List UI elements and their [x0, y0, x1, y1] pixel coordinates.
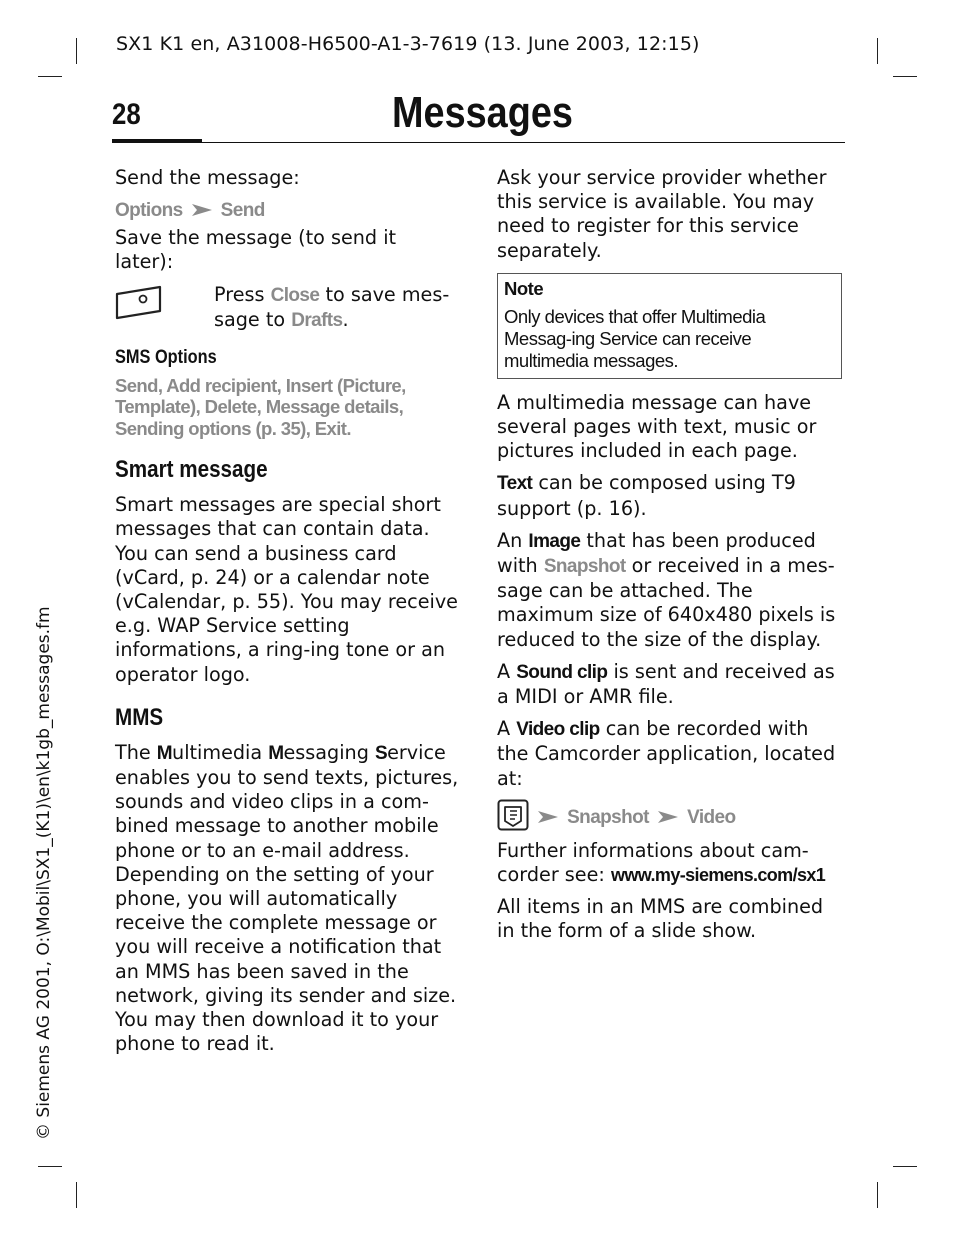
menu-item-snapshot: Snapshot [567, 806, 649, 828]
sound-paragraph-part: A [497, 659, 517, 683]
image-paragraph-part: or received in a mes-sage can be attached. The maximum size of 640x480 pixels is reduced to the size of the display. [497, 554, 836, 651]
crop-mark [877, 38, 878, 64]
menu-item-video: Video [687, 806, 736, 828]
send-intro: Send the message: [115, 166, 300, 189]
copyright-side-note: © Siemens AG 2001, O:\Mobil\SX1_(K1)\en\k1gb_messages.fm [34, 606, 54, 1140]
note-box [497, 273, 842, 379]
press-text-part: Press [214, 282, 271, 306]
mms-body-part: ultimedia [172, 740, 269, 764]
menu-item-send: Send [220, 200, 265, 222]
video-paragraph-part: A [497, 717, 517, 741]
video-paragraph [497, 717, 842, 791]
press-text-part: to save mes-sage to [214, 282, 450, 331]
provider-paragraph: Ask your service provider whether this service is available. You may need to register for this service separately. [497, 166, 827, 262]
camera-menu-icon [497, 799, 529, 831]
sound-paragraph [497, 660, 842, 709]
mms-body-part: The [115, 740, 157, 764]
siemens-url[interactable]: www.my-siemens.com/sx1 [610, 865, 826, 886]
send-menu-path [115, 198, 460, 222]
softkey-icon [115, 285, 163, 323]
mms-body-part: ervice enables you to send texts, pictures, sounds and video clips in a com-bined message to another mobile phone or to an e-mail address. Depending on the setting of your phone, you will automatically receive the complete message or you will receive a notification that an MMS has been saved in the network, giving its sender and size. You may then download it to your phone to read it. [115, 740, 459, 1056]
header-rule [112, 142, 845, 143]
crop-mark [38, 1166, 62, 1167]
mms-letter-m: M [156, 742, 173, 764]
term-sound-clip: Sound clip [516, 661, 608, 683]
crop-mark [76, 1182, 77, 1208]
mms-body [115, 741, 460, 1057]
mms-letter-m: M [268, 742, 284, 764]
smart-message-body: Smart messages are special short messages that can contain data. You can send a business card (vCard, p. 24) or a calendar note (vCalendar, p. 55). You may receive e.g. WAP Service setting informations, a ring-ing tone or an operator logo. [115, 493, 458, 686]
arrow-right-icon [657, 810, 679, 824]
arrow-right-icon [191, 203, 213, 217]
term-video-clip: Video clip [516, 719, 600, 741]
page-number: 28 [112, 98, 141, 131]
document-info-line: SX1 K1 en, A31008-H6500-A1-3-7619 (13. June 2003, 12:15) [116, 33, 700, 55]
crop-mark [38, 76, 62, 77]
right-column [497, 166, 842, 952]
term-image: Image [528, 530, 581, 552]
note-title: Note [504, 277, 544, 299]
pages-paragraph: A multimedia message can have several pages with text, music or pictures included in each page. [497, 390, 817, 463]
mms-body-part: essaging [283, 740, 375, 764]
press-text-part: . [342, 307, 349, 331]
menu-item-options: Options [115, 200, 183, 222]
sms-options-list: Send, Add recipient, Insert (Picture, Template), Delete, Message details, Sending options (p. 35), Exit. [115, 374, 406, 439]
mms-heading [115, 705, 460, 735]
mms-letter-s: S [375, 742, 388, 764]
image-paragraph-part: An [497, 528, 529, 552]
header-rule-accent [112, 139, 202, 143]
crop-mark [893, 1166, 917, 1167]
video-paragraph-part: can be recorded with the Camcorder application, located at: [497, 717, 836, 790]
crop-mark [893, 76, 917, 77]
video-path-text [535, 805, 735, 830]
page-title: Messages [392, 88, 573, 137]
sound-paragraph-part: is sent and received as a MIDI or AMR file. [497, 659, 835, 709]
image-paragraph [497, 529, 842, 652]
crop-mark [76, 38, 77, 64]
folder-drafts: Drafts [291, 309, 343, 331]
app-snapshot: Snapshot [543, 556, 626, 578]
left-column [115, 166, 460, 1064]
arrow-right-icon [537, 810, 559, 824]
sms-options-heading-text: SMS Options [115, 346, 217, 368]
mms-heading-text: MMS [115, 703, 164, 731]
smart-message-heading [115, 457, 460, 487]
crop-mark [877, 1182, 878, 1208]
save-intro: Save the message (to send it later): [115, 226, 397, 274]
further-info-paragraph [497, 839, 842, 887]
image-paragraph-part: that has been produced with [497, 528, 816, 578]
slideshow-paragraph: All items in an MMS are combined in the form of a slide show. [497, 895, 824, 943]
sms-options-heading [115, 345, 460, 369]
term-text: Text [497, 473, 533, 495]
further-info-text: Further informations about cam-corder see: [497, 838, 809, 887]
press-text [214, 283, 464, 333]
smart-message-heading-text: Smart message [115, 456, 268, 484]
press-close-instruction [115, 283, 460, 335]
text-paragraph-rest: can be composed using T9 support (p. 16). [497, 471, 796, 520]
video-menu-path [497, 799, 842, 833]
softkey-close: Close [270, 284, 320, 306]
text-paragraph [497, 471, 842, 520]
note-body: Only devices that offer Multimedia Messag-ing Service can receive multimedia messages. [504, 305, 766, 371]
